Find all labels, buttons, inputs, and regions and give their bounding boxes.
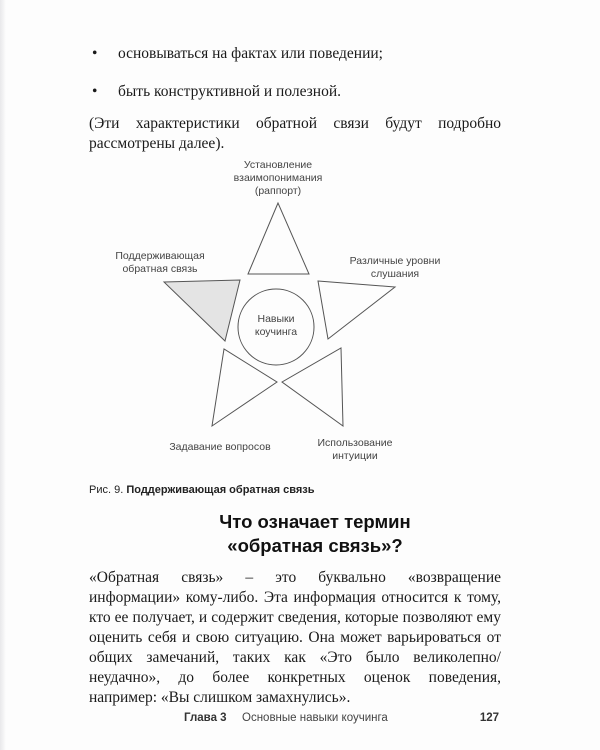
page-footer — [89, 712, 499, 728]
triangle-top — [248, 203, 309, 274]
triangle-right — [318, 281, 395, 339]
caption-prefix: Рис. 9. — [89, 484, 124, 496]
label-bottom-left: Задавание вопросов — [169, 441, 271, 453]
footer-chapter: Глава 3 — [184, 712, 227, 724]
bullet-text: быть конструктивной и полезной. — [118, 83, 342, 100]
caption-title: Поддерживающая обратная связь — [126, 484, 315, 496]
label-top: Установление взаимопонимания (раппорт) — [233, 159, 323, 197]
footer-chapter-title: Основные навыки коучинга — [242, 712, 388, 724]
label-bottom-right: Использование интуиции — [317, 437, 393, 462]
bullet-marker: • — [92, 45, 98, 62]
body-paragraph: «Обратная связь» – это буквально «возвращение информации» кому-либо. Эта информация относится к тому, кто ее получает, и содержит сведения, которые позволяют ему оценить себя и свою ситуацию. Она может варьироваться от общих замечаний, таких как «Это было великолепно/ неудачно», до более конкретных оценок поведения, например: «Вы слишком замахнулись». — [89, 569, 501, 706]
triangle-bottom-left — [212, 349, 277, 426]
bullet-text: основываться на фактах или поведении; — [118, 45, 383, 62]
label-right: Различные уровни слушания — [349, 255, 441, 280]
triangle-left-highlighted — [164, 280, 240, 341]
triangle-bottom-right — [282, 348, 343, 426]
label-center: Навыки коучинга — [254, 313, 298, 338]
bullet-marker: • — [92, 83, 98, 100]
figure-caption — [89, 484, 315, 496]
section-heading: Что означает термин «обратная связь»? — [219, 511, 411, 556]
page-number: 127 — [479, 712, 499, 724]
label-left: Поддерживающая обратная связь — [115, 250, 205, 275]
intro-paragraph: (Эти характеристики обратной связи будут подробно рассмотрены далее). — [89, 115, 501, 152]
